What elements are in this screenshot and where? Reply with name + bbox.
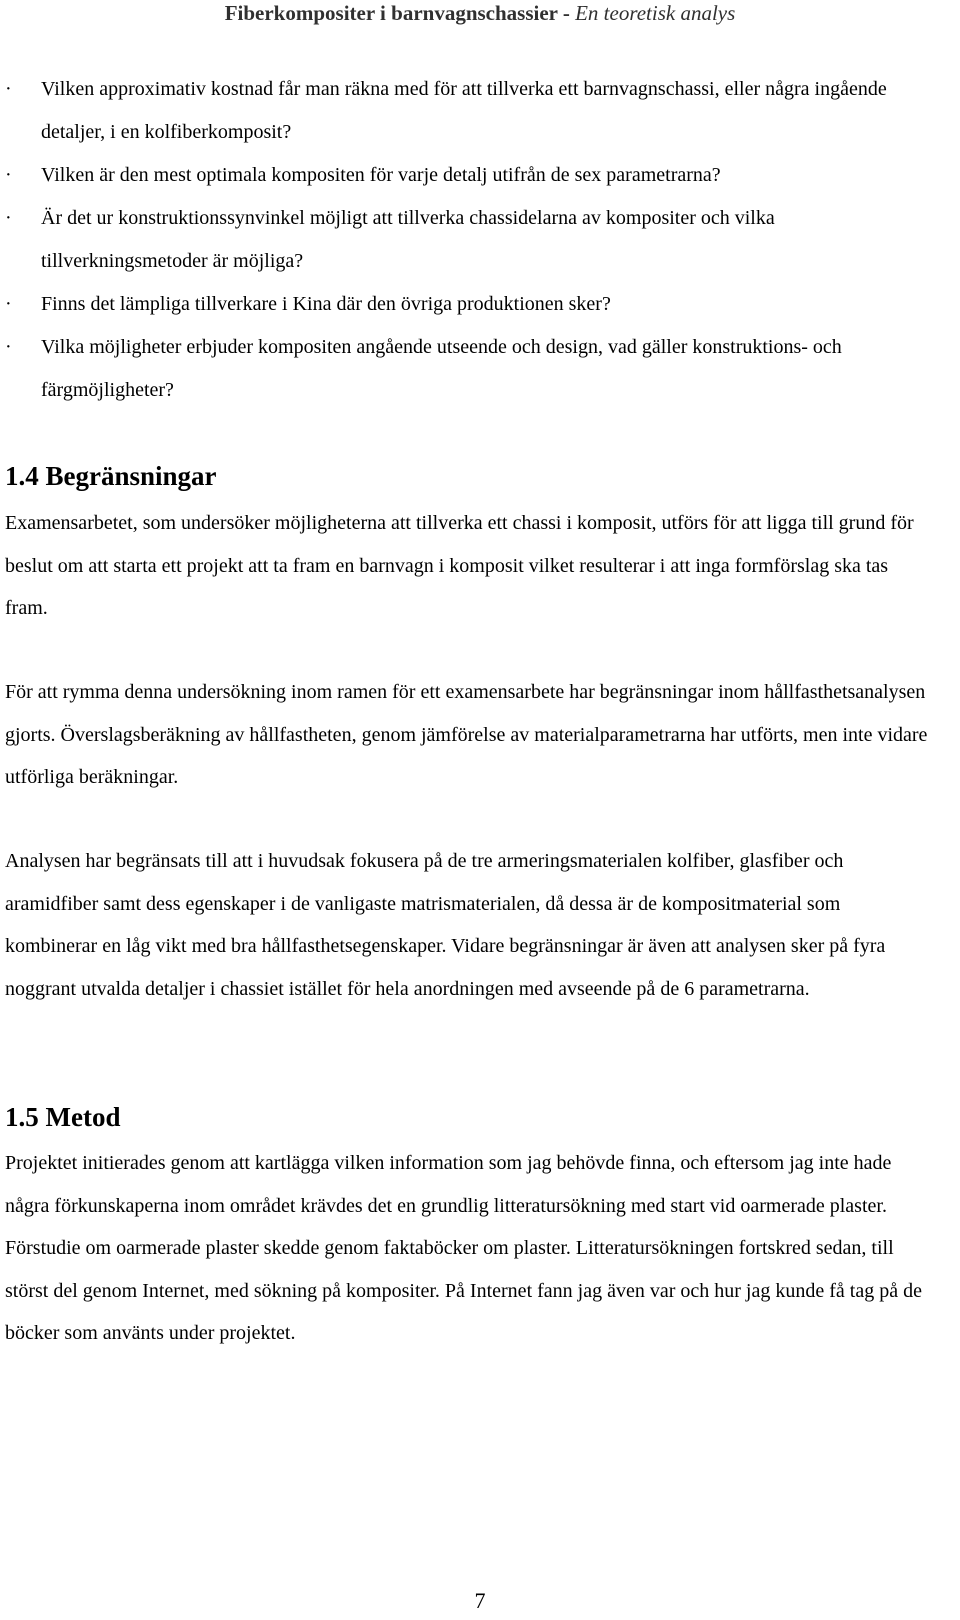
- paragraph: Analysen har begränsats till att i huvudsak fokusera på de tre armeringsmaterialen kolfiber, glasfiber och aramidfiber samt dess egenskaper i de vanligaste matrismaterialen, då dessa är de kompositmaterial som kombinerar en låg vikt med bra hållfasthetsegenskaper. Vidare begränsningar är även att analysen sker på fyra noggrant utvalda detaljer i chassiet istället för hela anordningen med avseende på de 6 parametrarna.: [5, 850, 886, 1000]
- section-heading-metod: 1.5 Metod: [5, 1102, 121, 1132]
- list-item-text: Finns det lämpliga tillverkare i Kina där den övriga produktionen sker?: [41, 293, 611, 315]
- question-list: [0, 68, 930, 412]
- bullet-marker: ·: [5, 78, 12, 100]
- list-item: [0, 68, 930, 154]
- paragraph: För att rymma denna undersökning inom ramen för ett examensarbete har begränsningar inom hållfasthetsanalysen gjorts. Överslagsberäkning av hållfastheten, genom jämförelse av materialparametrarna har utförts, men inte vidare utförliga beräkningar.: [5, 681, 928, 788]
- list-item: [0, 326, 930, 412]
- list-item-text: Vilken är den mest optimala kompositen för varje detalj utifrån de sex parametrarna?: [41, 164, 721, 186]
- list-item-text: Vilken approximativ kostnad får man räkna med för att tillverka ett barnvagnschassi, eller några ingående detaljer, i en kolfiberkomposit?: [41, 78, 887, 143]
- section-heading-begransningar: 1.4 Begränsningar: [5, 461, 217, 491]
- header-subtitle: En teoretisk analys: [575, 1, 736, 25]
- paragraph: Projektet initierades genom att kartlägga vilken information som jag behövde finna, och eftersom jag inte hade några förkunskaperna inom området krävdes det en grundlig litteratursökning med start vid oarmerade plaster. Förstudie om oarmerade plaster skedde genom faktaböcker om plaster. Litteratursökningen fortskred sedan, till störst del genom Internet, med sökning på kompositer. På Internet fann jag även var och hur jag kunde få tag på de böcker som använts under projektet.: [5, 1152, 922, 1344]
- bullet-marker: ·: [5, 293, 12, 315]
- bullet-marker: ·: [5, 164, 12, 186]
- list-item: [0, 154, 930, 197]
- running-header: [0, 0, 960, 26]
- list-item: [0, 197, 930, 283]
- header-title: Fiberkompositer i barnvagnschassier -: [224, 1, 570, 25]
- list-item-text: Vilka möjligheter erbjuder kompositen angående utseende och design, vad gäller konstruktions- och färgmöjligheter?: [41, 336, 842, 401]
- bullet-marker: ·: [5, 207, 12, 229]
- list-item-text: Är det ur konstruktionssynvinkel möjligt att tillverka chassidelarna av kompositer och vilka tillverkningsmetoder är möjliga?: [41, 207, 775, 272]
- page-number: 7: [474, 1588, 486, 1613]
- list-item: [0, 283, 930, 326]
- paragraph: Examensarbetet, som undersöker möjligheterna att tillverka ett chassi i komposit, utförs för att ligga till grund för beslut om att starta ett projekt att ta fram en barnvagn i komposit vilket resulterar i att inga formförslag ska tas fram.: [5, 512, 914, 619]
- bullet-marker: ·: [5, 336, 12, 358]
